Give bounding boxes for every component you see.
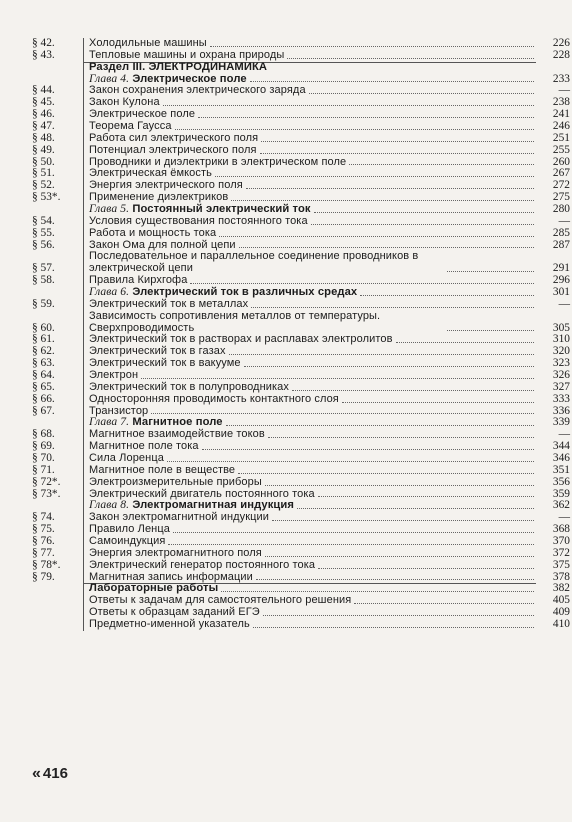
chapter-label: Глава 7. <box>89 415 130 429</box>
page-ref: 327 <box>552 380 570 393</box>
toc-row <box>30 299 570 311</box>
entry-body <box>83 311 536 335</box>
dot-leader <box>309 93 534 94</box>
dot-leader <box>318 568 534 569</box>
toc-row <box>30 560 570 572</box>
page-ref: 359 <box>552 487 570 500</box>
entry-title: Правила Кирхгофа <box>89 274 188 287</box>
section-number: § 43. <box>32 48 55 61</box>
section-number: § 58. <box>32 274 55 287</box>
entry-title: Потенциал электрического поля <box>89 143 257 156</box>
dot-leader <box>261 141 534 142</box>
section-number: § 73*. <box>32 487 61 500</box>
toc-row <box>30 394 570 406</box>
page-ref: 409 <box>552 606 570 619</box>
entry-body <box>83 465 536 477</box>
page-ref: 326 <box>552 369 570 381</box>
page-ref: 378 <box>552 570 570 583</box>
entry-title: Электрическая ёмкость <box>89 167 212 180</box>
section-number: § 42. <box>32 37 55 49</box>
dot-leader <box>318 496 534 497</box>
dot-leader <box>198 117 534 118</box>
page-ref: 346 <box>552 452 570 465</box>
entry-title: Электрическое поле <box>89 108 196 121</box>
dot-leader <box>447 271 534 272</box>
page-ref: 255 <box>552 143 570 156</box>
dot-leader <box>297 508 534 509</box>
page-ref: 320 <box>552 345 570 358</box>
entry-title: Предметно-именной указатель <box>89 618 250 631</box>
section-number: § 55. <box>32 226 55 239</box>
page-ref: 272 <box>552 179 570 192</box>
entry-title: Магнитное поле тока <box>89 440 199 453</box>
entry-title: Ответы к задачам для самостоятельного решения <box>89 594 352 607</box>
page-number <box>32 765 68 783</box>
dot-leader <box>231 200 534 201</box>
chapter-label: Глава 8. <box>89 498 130 512</box>
section-number: § 61. <box>32 333 55 346</box>
section-number: § 52. <box>32 179 55 192</box>
entry-title: Ответы к образцам заданий ЕГЭ <box>89 606 260 619</box>
toc-row <box>30 382 570 394</box>
entry-title: Энергия электрического поля <box>89 179 243 192</box>
section-number: § 60. <box>32 321 55 334</box>
dot-leader <box>250 81 534 82</box>
page-ref: 323 <box>552 357 570 370</box>
entry-body <box>83 145 536 157</box>
section-number: § 66. <box>32 392 55 405</box>
chapter-title <box>89 286 357 299</box>
dot-leader <box>221 591 534 592</box>
page-ref: 372 <box>552 546 570 559</box>
section-number: § 51. <box>32 167 55 180</box>
entry-body <box>83 216 536 228</box>
chapter-name: Электромагнитная индукция <box>132 499 295 512</box>
page-ref: 301 <box>552 286 570 299</box>
section-number: § 76. <box>32 535 55 548</box>
entry-title: Холодильные машины <box>89 37 207 49</box>
dot-leader <box>238 473 534 474</box>
entry-title: Закон Ома для полной цепи <box>89 238 236 251</box>
dot-leader <box>202 449 534 450</box>
entry-title: Применение диэлектриков <box>89 191 229 204</box>
entry-title: Теорема Гаусса <box>89 120 172 133</box>
entry-title: Условия существования постоянного тока <box>89 214 308 227</box>
dot-leader <box>163 105 534 106</box>
dot-leader <box>265 485 534 486</box>
section-number: § 54. <box>32 214 55 227</box>
page-ref: — <box>558 84 570 97</box>
toc-row <box>30 251 570 275</box>
entry-body <box>83 394 536 406</box>
chapter-label: Глава 5. <box>89 202 130 216</box>
chapter-name: Электрический ток в различных средах <box>132 286 358 299</box>
section-number: § 70. <box>32 452 55 465</box>
entry-title: Самоиндукция <box>89 535 166 548</box>
page-ref: 362 <box>552 499 570 512</box>
dot-leader <box>141 378 534 379</box>
toc-row <box>30 465 570 477</box>
chapter-title: Лабораторные работы <box>89 582 219 595</box>
dot-leader <box>292 390 534 391</box>
dot-leader <box>314 212 534 213</box>
section-number: § 77. <box>32 546 55 559</box>
page-ref: 285 <box>552 226 570 239</box>
entry-title: Электрический ток в растворах и расплавах электролитов <box>89 333 393 346</box>
section-number: § 47. <box>32 120 55 133</box>
entry-title: Электрический генератор постоянного тока <box>89 558 316 571</box>
entry-body <box>83 548 536 560</box>
page-ref: 275 <box>552 191 570 204</box>
section-number: § 44. <box>32 84 55 97</box>
section-number: § 57. <box>32 262 55 275</box>
section-number: § 62. <box>32 345 55 358</box>
table-of-contents <box>30 38 570 631</box>
toc-row <box>30 548 570 560</box>
section-number: § 63. <box>32 357 55 370</box>
dot-leader <box>190 283 534 284</box>
entry-title: Работа и мощность тока <box>89 226 217 239</box>
entry-title: Правило Ленца <box>89 523 170 536</box>
dot-leader <box>272 520 534 521</box>
entry-title: Энергия электромагнитного поля <box>89 546 262 559</box>
section-number: § 53*. <box>32 191 61 204</box>
toc-row <box>30 311 570 335</box>
section-number: § 72*. <box>32 475 61 488</box>
entry-title: Закон электромагнитной индукции <box>89 511 270 524</box>
chapter-name: Магнитное поле <box>132 416 223 429</box>
section-number: § 75. <box>32 523 55 536</box>
page-ref: 333 <box>552 392 570 405</box>
entry-body <box>83 358 536 370</box>
page-ref: 238 <box>552 96 570 109</box>
entry-title: Магнитное взаимодействие токов <box>89 428 265 441</box>
page-ref: 382 <box>552 582 570 595</box>
dot-leader <box>360 295 534 296</box>
page-ref: 233 <box>552 72 570 85</box>
toc-row <box>30 145 570 157</box>
entry-title: Магнитная запись информации <box>89 570 253 583</box>
page-ref: 291 <box>552 262 570 275</box>
page-ref: 368 <box>552 523 570 536</box>
page-ref: 241 <box>552 108 570 121</box>
toc-row <box>30 133 570 145</box>
dot-leader <box>244 366 534 367</box>
chapter-name: Электрическое поле <box>132 72 247 85</box>
entry-title: Работа сил электрического поля <box>89 131 259 144</box>
entry-title: Электрический ток в вакууме <box>89 357 241 370</box>
page-ref: — <box>558 511 570 524</box>
section-number: § 71. <box>32 463 55 476</box>
section-number: § 74. <box>32 511 55 524</box>
page-ref: 336 <box>552 404 570 417</box>
chapter-label: Глава 6. <box>89 285 130 299</box>
page-ref: 228 <box>552 48 570 61</box>
section-number: § 59. <box>32 297 55 310</box>
dot-leader <box>251 307 534 308</box>
page-ref: 356 <box>552 475 570 488</box>
entry-title: Транзистор <box>89 404 149 417</box>
page-ref: 251 <box>552 131 570 144</box>
entry-body <box>83 477 536 489</box>
entry-title: Электрический ток в газах <box>89 345 226 358</box>
dot-leader <box>219 236 534 237</box>
page-ref: 287 <box>552 238 570 251</box>
entry-title: Электрический ток в металлах <box>89 297 249 310</box>
chapter-title <box>89 203 311 216</box>
toc-row <box>30 216 570 228</box>
entry-title: Сила Лоренца <box>89 452 164 465</box>
page-ref: 370 <box>552 535 570 548</box>
dot-leader <box>173 532 534 533</box>
entry-body <box>83 251 536 275</box>
section-number: § 65. <box>32 380 55 393</box>
dot-leader <box>253 627 534 628</box>
entry-body <box>83 382 536 394</box>
dot-leader <box>226 425 534 426</box>
dot-leader <box>210 46 534 47</box>
guillemet-icon: « <box>32 765 41 782</box>
entry-title: Проводники и диэлектрики в электрическом поле <box>89 155 347 168</box>
dot-leader <box>349 164 534 165</box>
dot-leader <box>265 556 534 557</box>
page-ref: 296 <box>552 274 570 287</box>
dot-leader <box>268 437 534 438</box>
dot-leader <box>342 402 534 403</box>
page-ref: 375 <box>552 558 570 571</box>
dot-leader <box>151 413 534 414</box>
toc-row <box>30 477 570 489</box>
section-number: § 49. <box>32 143 55 156</box>
entry-body <box>83 228 536 240</box>
dot-leader <box>354 603 534 604</box>
entry-title: Магнитное поле в веществе <box>89 463 236 476</box>
section-number: § 56. <box>32 238 55 251</box>
dot-leader <box>167 461 534 462</box>
dot-leader <box>246 188 534 189</box>
page-ref: 405 <box>552 594 570 607</box>
entry-body <box>83 560 536 572</box>
page-ref: 351 <box>552 463 570 476</box>
dot-leader <box>239 247 534 248</box>
entry-title: Электрический двигатель постоянного тока <box>89 487 315 500</box>
page-number-value: 416 <box>42 765 68 782</box>
section-number: § 78*. <box>32 558 61 571</box>
section-number: § 45. <box>32 96 55 109</box>
dot-leader <box>168 544 534 545</box>
dot-leader <box>215 176 534 177</box>
entry-body <box>83 299 536 311</box>
section-number: § 48. <box>32 131 55 144</box>
section-number: § 68. <box>32 428 55 441</box>
dot-leader <box>175 129 534 130</box>
page-ref: 267 <box>552 167 570 180</box>
chapter-name: Постоянный электрический ток <box>132 203 311 216</box>
page-ref: 246 <box>552 120 570 133</box>
dot-leader <box>287 58 534 59</box>
section-number: § 64. <box>32 369 55 381</box>
toc-row <box>30 50 570 62</box>
section-number: § 79. <box>32 570 55 583</box>
page-ref: — <box>558 297 570 310</box>
toc-row <box>30 619 570 631</box>
entry-body <box>83 50 536 62</box>
page-ref: 310 <box>552 333 570 346</box>
entry-title: Электроизмерительные приборы <box>89 475 262 488</box>
entry-title: Электрический ток в полупроводниках <box>89 380 289 393</box>
page-ref: 305 <box>552 321 570 334</box>
dot-leader <box>396 342 534 343</box>
dot-leader <box>229 354 534 355</box>
entry-body <box>83 619 536 631</box>
dot-leader <box>260 153 534 154</box>
dot-leader <box>263 615 534 616</box>
dot-leader <box>447 330 534 331</box>
section-number: § 67. <box>32 404 55 417</box>
section-number: § 46. <box>32 108 55 121</box>
entry-title: Тепловые машины и охрана природы <box>89 48 285 61</box>
entry-body <box>83 133 536 145</box>
page-ref: — <box>558 428 570 441</box>
toc-row <box>30 228 570 240</box>
page-ref: 339 <box>552 416 570 429</box>
page-ref: 410 <box>552 618 570 631</box>
page-ref: — <box>558 214 570 227</box>
entry-title: Закон Кулона <box>89 96 160 109</box>
section-number: § 69. <box>32 440 55 453</box>
dot-leader <box>256 579 534 580</box>
entry-title: Закон сохранения электрического заряда <box>89 84 306 97</box>
page-ref: 226 <box>552 37 570 49</box>
chapter-label: Глава 4. <box>89 71 130 85</box>
entry-title: Последовательное и параллельное соединение проводников в электрической цепи <box>89 250 419 275</box>
page-ref: 280 <box>552 203 570 216</box>
page-ref: 260 <box>552 155 570 168</box>
entry-title: Электрон <box>89 369 139 381</box>
entry-title: Односторонняя проводимость контактного слоя <box>89 392 339 405</box>
section-number: § 50. <box>32 155 55 168</box>
dot-leader <box>311 224 534 225</box>
chapter-title: Раздел III. ЭЛЕКТРОДИНАМИКА <box>89 60 268 73</box>
entry-title: Зависимость сопротивления металлов от температуры. Сверхпроводимость <box>89 309 381 334</box>
page-ref: 344 <box>552 440 570 453</box>
